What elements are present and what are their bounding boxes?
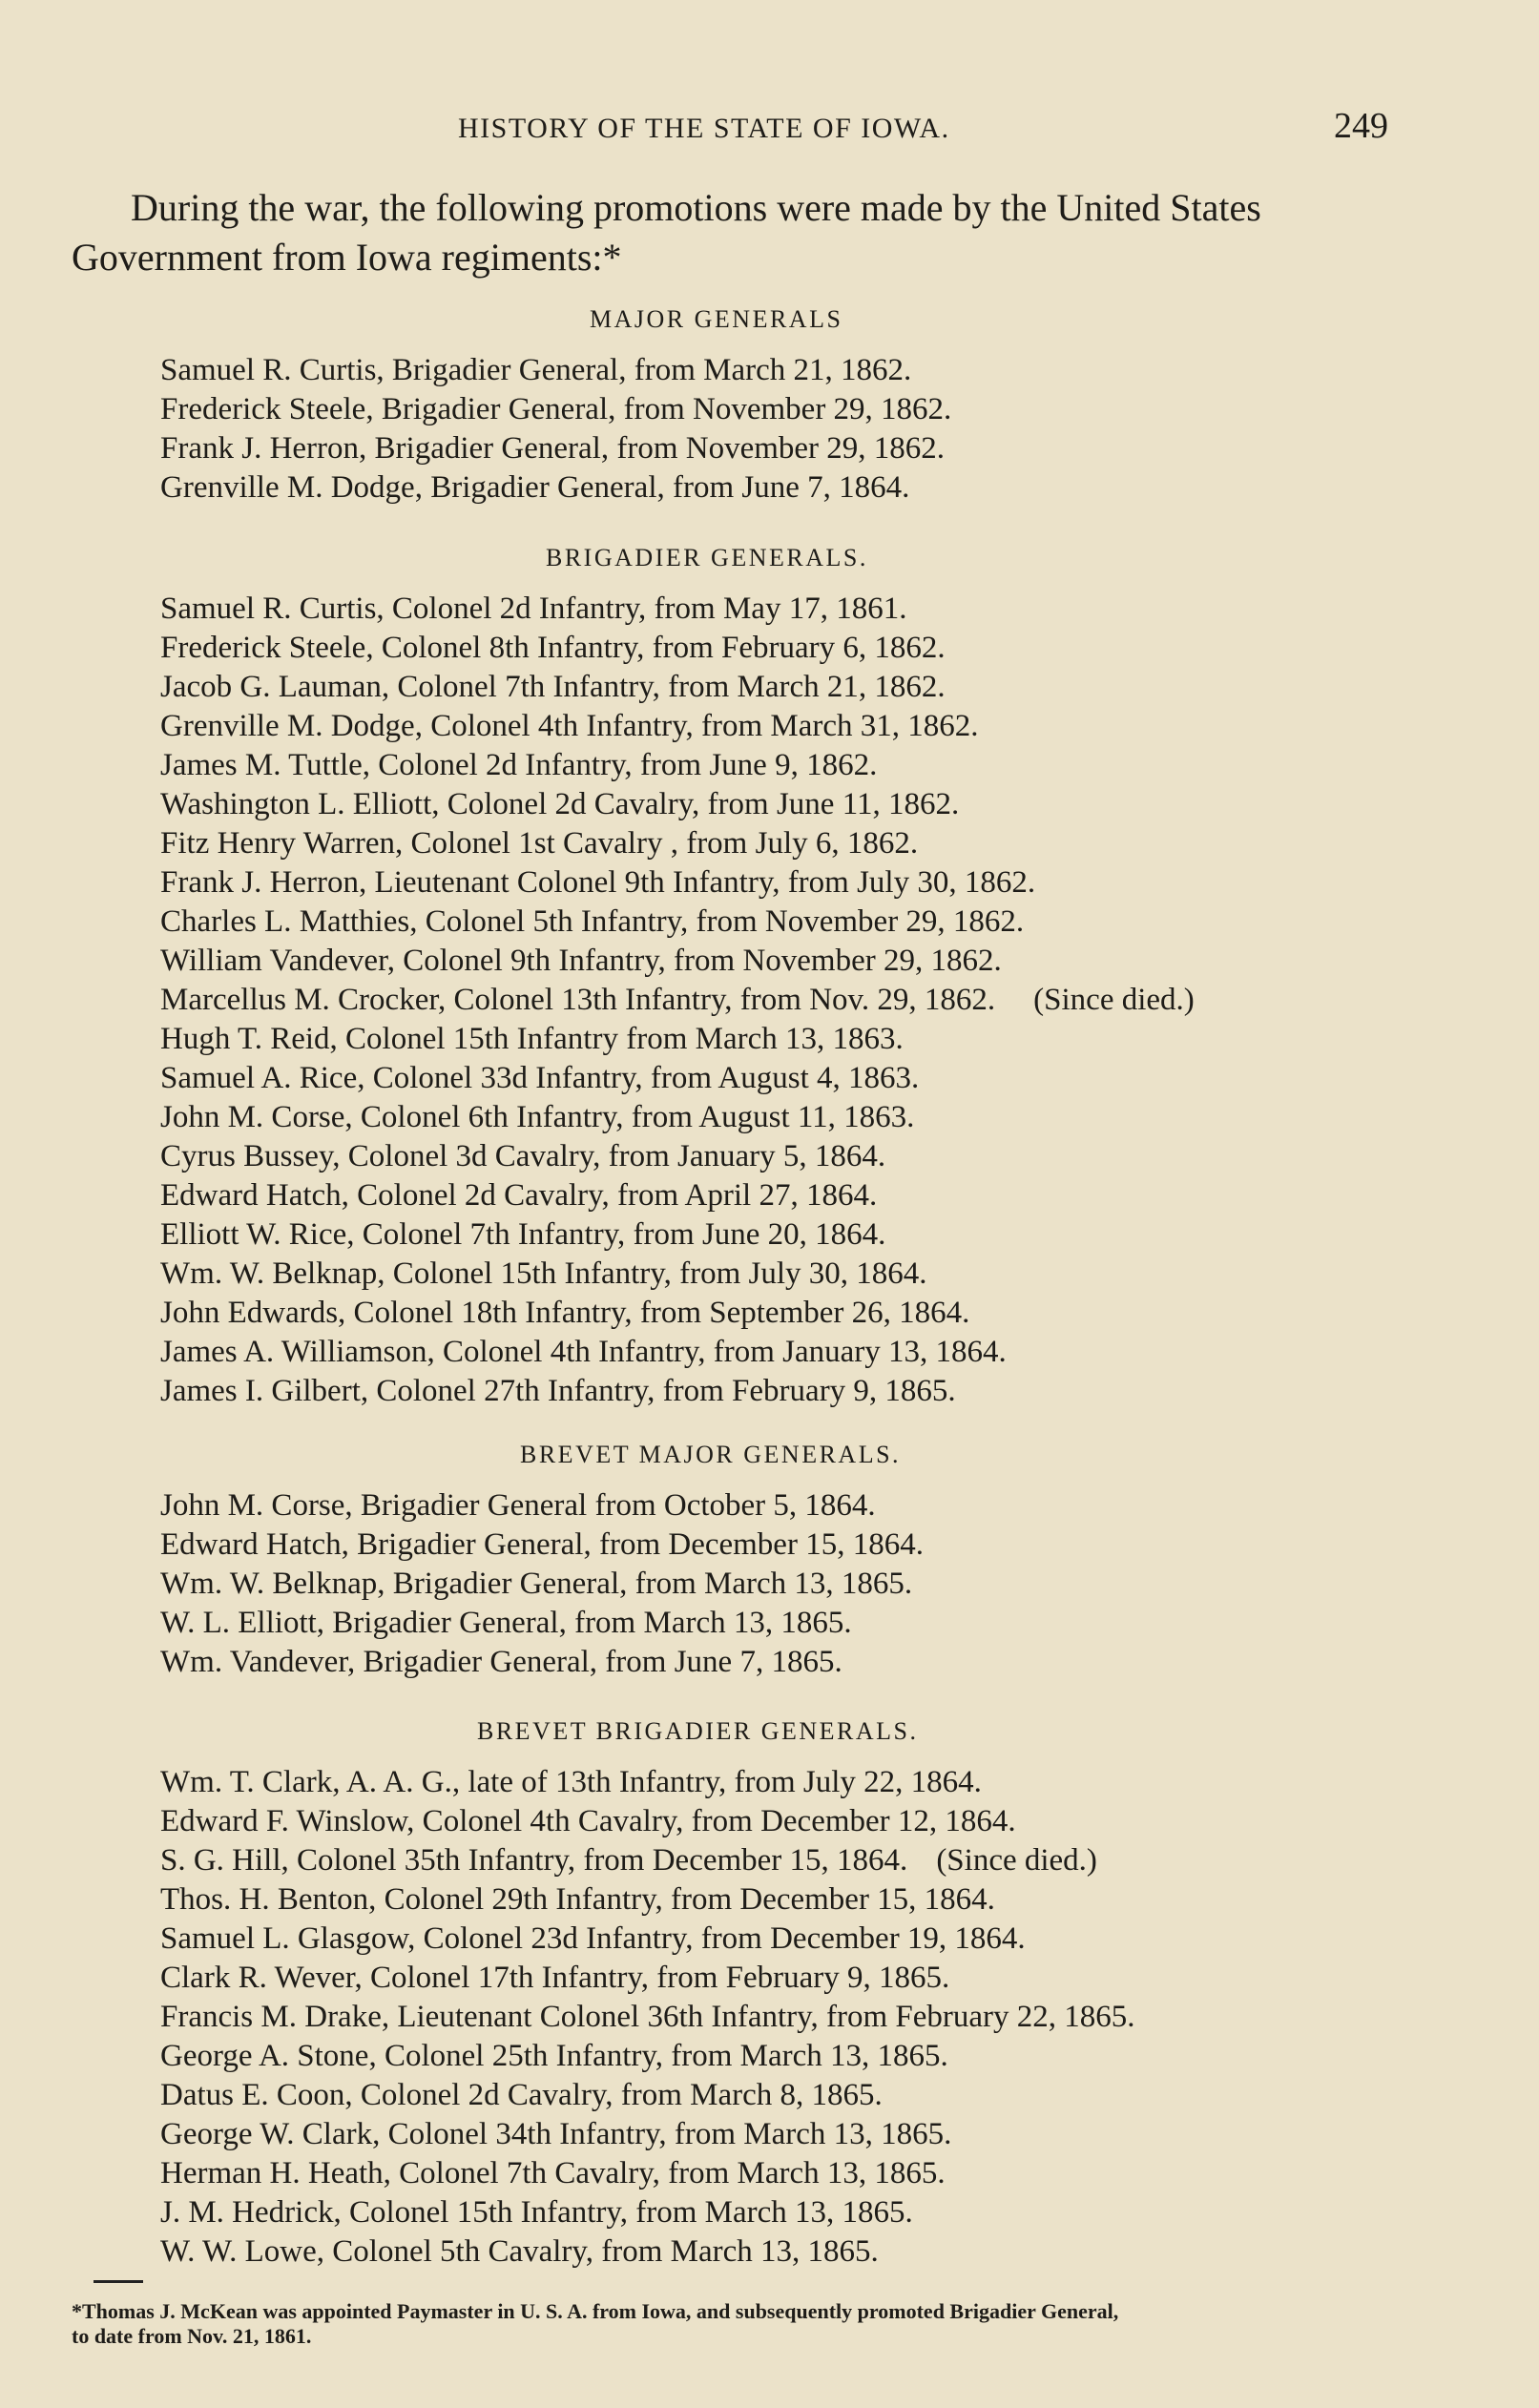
list-item: Samuel L. Glasgow, Colonel 23d Infantry, from December 19, 1864. [160, 1921, 1026, 1956]
list-item: Frank J. Herron, Lieutenant Colonel 9th Infantry, from July 30, 1862. [160, 865, 1036, 900]
intro-paragraph [72, 183, 1407, 282]
since-died-note: (Since died.) [936, 1843, 1097, 1878]
list-item: Frank J. Herron, Brigadier General, from November 29, 1862. [160, 431, 946, 466]
list-item: Clark R. Wever, Colonel 17th Infantry, from February 9, 1865. [160, 1961, 950, 1995]
list-item: Grenville M. Dodge, Brigadier General, from June 7, 1864. [160, 470, 910, 505]
list-item: Frederick Steele, Brigadier General, from November 29, 1862. [160, 392, 952, 426]
list-item: George A. Stone, Colonel 25th Infantry, from March 13, 1865. [160, 2039, 948, 2073]
list-item: Francis M. Drake, Lieutenant Colonel 36th Infantry, from February 22, 1865. [160, 2000, 1135, 2034]
list-item: Edward Hatch, Brigadier General, from December 15, 1864. [160, 1527, 924, 1562]
list-item: James I. Gilbert, Colonel 27th Infantry, from February 9, 1865. [160, 1374, 956, 1408]
brevet-brigadier-generals-list [160, 1763, 1135, 2272]
list-item: John M. Corse, Colonel 6th Infantry, from August 11, 1863. [160, 1100, 915, 1134]
list-item: Samuel R. Curtis, Brigadier General, from March 21, 1862. [160, 353, 912, 387]
intro-line-1: During the war, the following promotions were made by the United States [131, 186, 1261, 229]
list-item [160, 981, 1195, 1020]
list-item: Wm. W. Belknap, Colonel 15th Infantry, from July 30, 1864. [160, 1256, 927, 1291]
list-item: Jacob G. Lauman, Colonel 7th Infantry, from March 21, 1862. [160, 670, 946, 704]
brigadier-generals-list [160, 590, 1195, 1411]
list-item: Elliott W. Rice, Colonel 7th Infantry, from June 20, 1864. [160, 1217, 886, 1252]
section-heading-brevet-major-generals: BREVET MAJOR GENERALS. [520, 1441, 902, 1468]
list-item: George W. Clark, Colonel 34th Infantry, from March 13, 1865. [160, 2117, 952, 2151]
since-died-note: (Since died.) [1033, 983, 1195, 1017]
page-number: 249 [1334, 106, 1388, 146]
entry-text: Marcellus M. Crocker, Colonel 13th Infantry, from Nov. 29, 1862. [160, 983, 996, 1017]
list-item: Thos. H. Benton, Colonel 29th Infantry, from December 15, 1864. [160, 1882, 995, 1917]
list-item: Edward Hatch, Colonel 2d Cavalry, from April 27, 1864. [160, 1178, 878, 1213]
running-head: HISTORY OF THE STATE OF IOWA. [458, 113, 950, 144]
list-item: John M. Corse, Brigadier General from October 5, 1864. [160, 1488, 876, 1523]
list-item: W. W. Lowe, Colonel 5th Cavalry, from March 13, 1865. [160, 2234, 879, 2269]
list-item: James M. Tuttle, Colonel 2d Infantry, from June 9, 1862. [160, 748, 878, 782]
footnote [72, 2299, 1445, 2349]
intro-line-2: Government from Iowa regiments:* [72, 236, 622, 279]
list-item: Charles L. Matthies, Colonel 5th Infantry, from November 29, 1862. [160, 904, 1025, 939]
list-item: Edward F. Winslow, Colonel 4th Cavalry, from December 12, 1864. [160, 1804, 1016, 1838]
list-item: J. M. Hedrick, Colonel 15th Infantry, from March 13, 1865. [160, 2195, 913, 2230]
footnote-line-1: *Thomas J. McKean was appointed Paymaster in U. S. A. from Iowa, and subsequently promoted Brigadier General, [72, 2299, 1119, 2323]
list-item: Samuel R. Curtis, Colonel 2d Infantry, from May 17, 1861. [160, 592, 907, 626]
list-item: W. L. Elliott, Brigadier General, from March 13, 1865. [160, 1606, 852, 1640]
list-item: Hugh T. Reid, Colonel 15th Infantry from March 13, 1863. [160, 1022, 904, 1056]
section-heading-brigadier-generals: BRIGADIER GENERALS. [546, 544, 868, 571]
major-generals-list [160, 351, 951, 508]
section-heading-major-generals: MAJOR GENERALS [590, 305, 843, 333]
list-item: Frederick Steele, Colonel 8th Infantry, from February 6, 1862. [160, 631, 946, 665]
list-item: Herman H. Heath, Colonel 7th Cavalry, from March 13, 1865. [160, 2156, 946, 2190]
list-item: James A. Williamson, Colonel 4th Infantry, from January 13, 1864. [160, 1335, 1007, 1369]
section-heading-brevet-brigadier-generals: BREVET BRIGADIER GENERALS. [477, 1717, 919, 1745]
list-item: Grenville M. Dodge, Colonel 4th Infantry, from March 31, 1862. [160, 709, 979, 743]
list-item: Wm. T. Clark, A. A. G., late of 13th Infantry, from July 22, 1864. [160, 1765, 982, 1799]
entry-text: S. G. Hill, Colonel 35th Infantry, from December 15, 1864. [160, 1843, 908, 1878]
list-item: Wm. W. Belknap, Brigadier General, from March 13, 1865. [160, 1567, 913, 1601]
list-item: John Edwards, Colonel 18th Infantry, from September 26, 1864. [160, 1296, 970, 1330]
list-item: William Vandever, Colonel 9th Infantry, from November 29, 1862. [160, 944, 1002, 978]
list-item [160, 1841, 1135, 1880]
list-item: Cyrus Bussey, Colonel 3d Cavalry, from January 5, 1864. [160, 1139, 886, 1173]
brevet-major-generals-list [160, 1486, 924, 1682]
list-item: Fitz Henry Warren, Colonel 1st Cavalry , from July 6, 1862. [160, 826, 919, 861]
list-item: Samuel A. Rice, Colonel 33d Infantry, from August 4, 1863. [160, 1061, 920, 1095]
list-item: Wm. Vandever, Brigadier General, from June 7, 1865. [160, 1645, 842, 1679]
list-item: Datus E. Coon, Colonel 2d Cavalry, from March 8, 1865. [160, 2078, 883, 2112]
footnote-line-2: to date from Nov. 21, 1861. [72, 2324, 312, 2348]
footnote-divider [94, 2280, 143, 2283]
list-item: Washington L. Elliott, Colonel 2d Cavalry, from June 11, 1862. [160, 787, 960, 821]
